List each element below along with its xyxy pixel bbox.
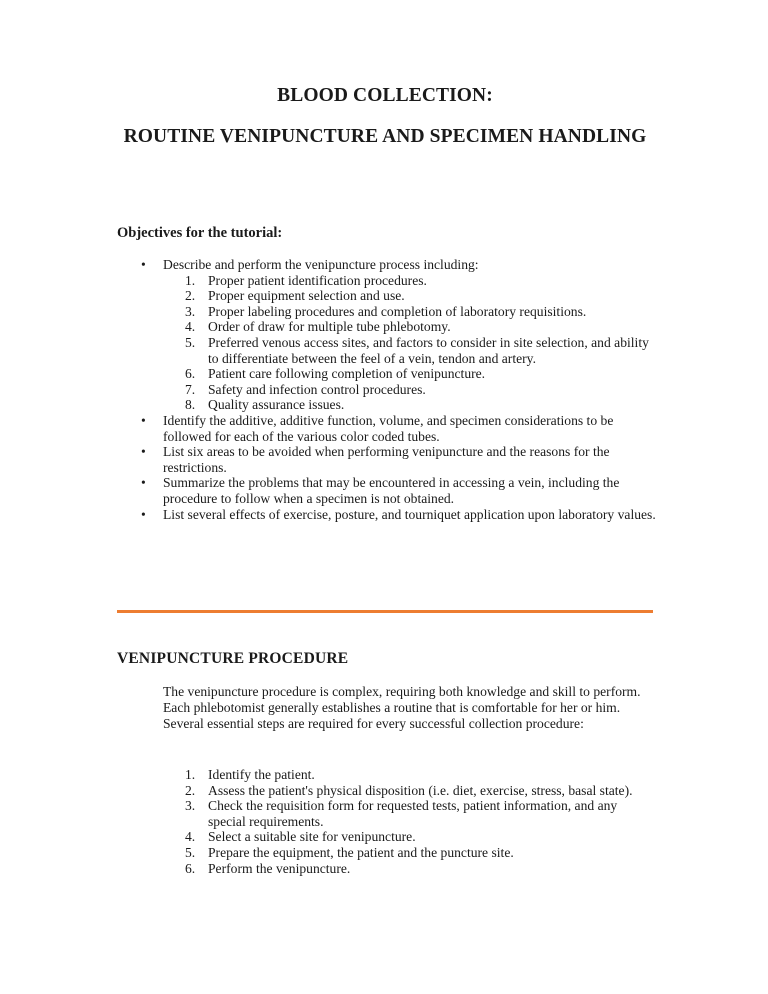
objectives-sub-list [163, 273, 657, 413]
list-item [163, 767, 657, 783]
list-item [163, 288, 657, 304]
list-item-text: Select a suitable site for venipuncture. [208, 829, 416, 845]
list-item [163, 829, 657, 845]
number-marker: 2. [185, 288, 196, 304]
list-item [117, 413, 657, 444]
bullet-marker: • [141, 412, 146, 428]
list-item [163, 319, 657, 335]
number-marker: 1. [185, 767, 196, 782]
number-marker: 3. [185, 798, 196, 814]
number-marker: 5. [185, 334, 196, 350]
number-marker: 6. [185, 366, 196, 382]
list-item-text: Perform the venipuncture. [208, 860, 351, 876]
list-item-text: Order of draw for multiple tube phlebotomy. [208, 319, 451, 335]
list-item [163, 397, 657, 413]
list-item-text: Preferred venous access sites, and factors to consider in site selection, and ability to differentiate between the feel of a vein, tendon and artery. [208, 334, 649, 366]
list-item-text: Proper labeling procedures and completion of laboratory requisitions. [208, 303, 587, 319]
list-item-text: Identify the patient. [208, 767, 315, 782]
bullet-marker: • [141, 506, 146, 522]
number-marker: 4. [185, 319, 196, 335]
procedure-intro-paragraph: The venipuncture procedure is complex, requiring both knowledge and skill to perform. Each phlebotomist generally establishes a routine that is comfortable for her or him. Several essential steps are required for every successful collection procedure: [163, 684, 641, 732]
objectives-heading: Objectives for the tutorial: [117, 225, 283, 241]
bullet-marker: • [141, 444, 146, 460]
bullet-marker: • [141, 257, 146, 272]
procedure-steps-list [163, 767, 657, 876]
list-item [163, 273, 657, 289]
list-item-text: Prepare the equipment, the patient and the puncture site. [208, 844, 514, 860]
bullet-marker: • [141, 475, 146, 491]
list-item-text: Quality assurance issues. [208, 397, 345, 413]
number-marker: 7. [185, 381, 196, 397]
list-item [163, 335, 657, 366]
title-line-2: ROUTINE VENIPUNCTURE AND SPECIMEN HANDLING [123, 126, 647, 147]
list-item [163, 845, 657, 861]
list-item [163, 304, 657, 320]
list-item [163, 783, 657, 799]
list-item-text: List six areas to be avoided when performing venipuncture and the reasons for the restrictions. [163, 444, 610, 475]
number-marker: 8. [185, 397, 196, 413]
number-marker: 5. [185, 844, 196, 860]
list-item [163, 861, 657, 877]
list-item-text: Proper patient identification procedures. [208, 272, 427, 288]
section-heading-venipuncture-procedure: VENIPUNCTURE PROCEDURE [117, 650, 349, 667]
objectives-bullet-list [117, 257, 657, 522]
list-item [117, 257, 657, 413]
document-title [117, 84, 653, 149]
list-item [163, 798, 657, 829]
objectives-list [117, 257, 657, 522]
number-marker: 3. [185, 303, 196, 319]
number-marker: 1. [185, 272, 196, 288]
list-item-text: Safety and infection control procedures. [208, 381, 426, 397]
list-item [117, 475, 657, 506]
list-item [163, 366, 657, 382]
title-line-1: BLOOD COLLECTION: [277, 85, 493, 106]
list-item-text: Check the requisition form for requested tests, patient information, and any special requirements. [208, 798, 618, 829]
list-item [117, 507, 657, 523]
list-item-text: Identify the additive, additive function, volume, and specimen considerations to be followed for each of the various color coded tubes. [163, 412, 614, 444]
list-item-text: Patient care following completion of venipuncture. [208, 366, 486, 382]
list-item [117, 444, 657, 475]
section-divider [117, 610, 653, 613]
list-item-text: Proper equipment selection and use. [208, 288, 405, 304]
number-marker: 4. [185, 829, 196, 845]
number-marker: 6. [185, 860, 196, 876]
list-item-text: Summarize the problems that may be encountered in accessing a vein, including the procedure to follow when a specimen is not obtained. [163, 475, 620, 506]
list-item-text: List several effects of exercise, posture, and tourniquet application upon laboratory values. [163, 506, 656, 522]
list-item-text: Assess the patient's physical disposition (i.e. diet, exercise, stress, basal state). [208, 782, 633, 798]
number-marker: 2. [185, 782, 196, 798]
procedure-ordered-list [163, 767, 657, 876]
list-item [163, 382, 657, 398]
list-item-text: Describe and perform the venipuncture process including: [163, 257, 479, 272]
